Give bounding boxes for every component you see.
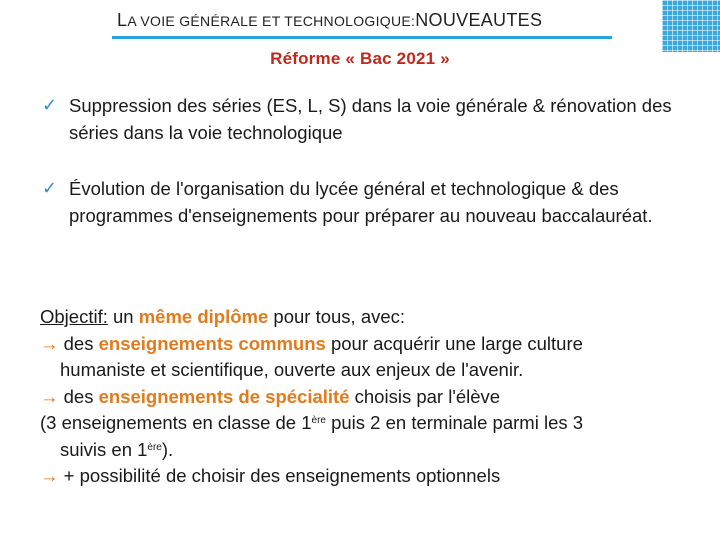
highlight-enseignements-specialite: enseignements de spécialité [98,385,350,407]
title-underline [112,36,612,39]
slide-title: LA VOIE GÉNÉRALE ET TECHNOLOGIQUE:NOUVEAUTES [117,10,543,30]
bullet-list [42,92,692,258]
objective-label: Objectif: [40,306,108,327]
bullet-text: Évolution de l'organisation du lycée général et technologique & des programmes d'enseignements pour préparer au nouveau baccalauréat. [69,178,653,226]
objective-item-communs-continued: humaniste et scientifique, ouverte aux enjeux de l'avenir. [60,359,524,380]
bullet-item [42,175,692,229]
bullet-item [42,92,692,146]
slide-subtitle: Réforme « Bac 2021 » [270,49,450,68]
objective-item-optionnels: → + possibilité de choisir des enseignements optionnels [40,465,501,486]
arrow-right-icon: → [40,465,59,486]
objective-block [40,304,700,490]
arrow-right-icon: → [40,332,59,354]
objective-parenthetical: (3 enseignements en classe de 1ère puis 2 en terminale parmi les 3 [40,412,584,433]
arrow-right-icon: → [40,385,59,407]
highlight-enseignements-communs: enseignements communs [98,332,326,354]
checkmark-icon: ✓ [42,95,58,115]
slide-header [0,8,720,38]
bullet-text: Suppression des séries (ES, L, S) dans la voie générale & rénovation des séries dans la voie technologique [69,95,672,143]
highlight-meme-diplome: même diplôme [138,306,269,327]
objective-item-communs: → des enseignements communs pour acquérir une large culture [40,332,583,354]
objective-parenthetical-continued: suivis en 1ère). [60,438,174,460]
objective-intro: Objectif: un même diplôme pour tous, avec: [40,306,406,327]
objective-item-specialite: → des enseignements de spécialité choisis par l'élève [40,385,501,407]
checkmark-icon: ✓ [42,178,58,198]
